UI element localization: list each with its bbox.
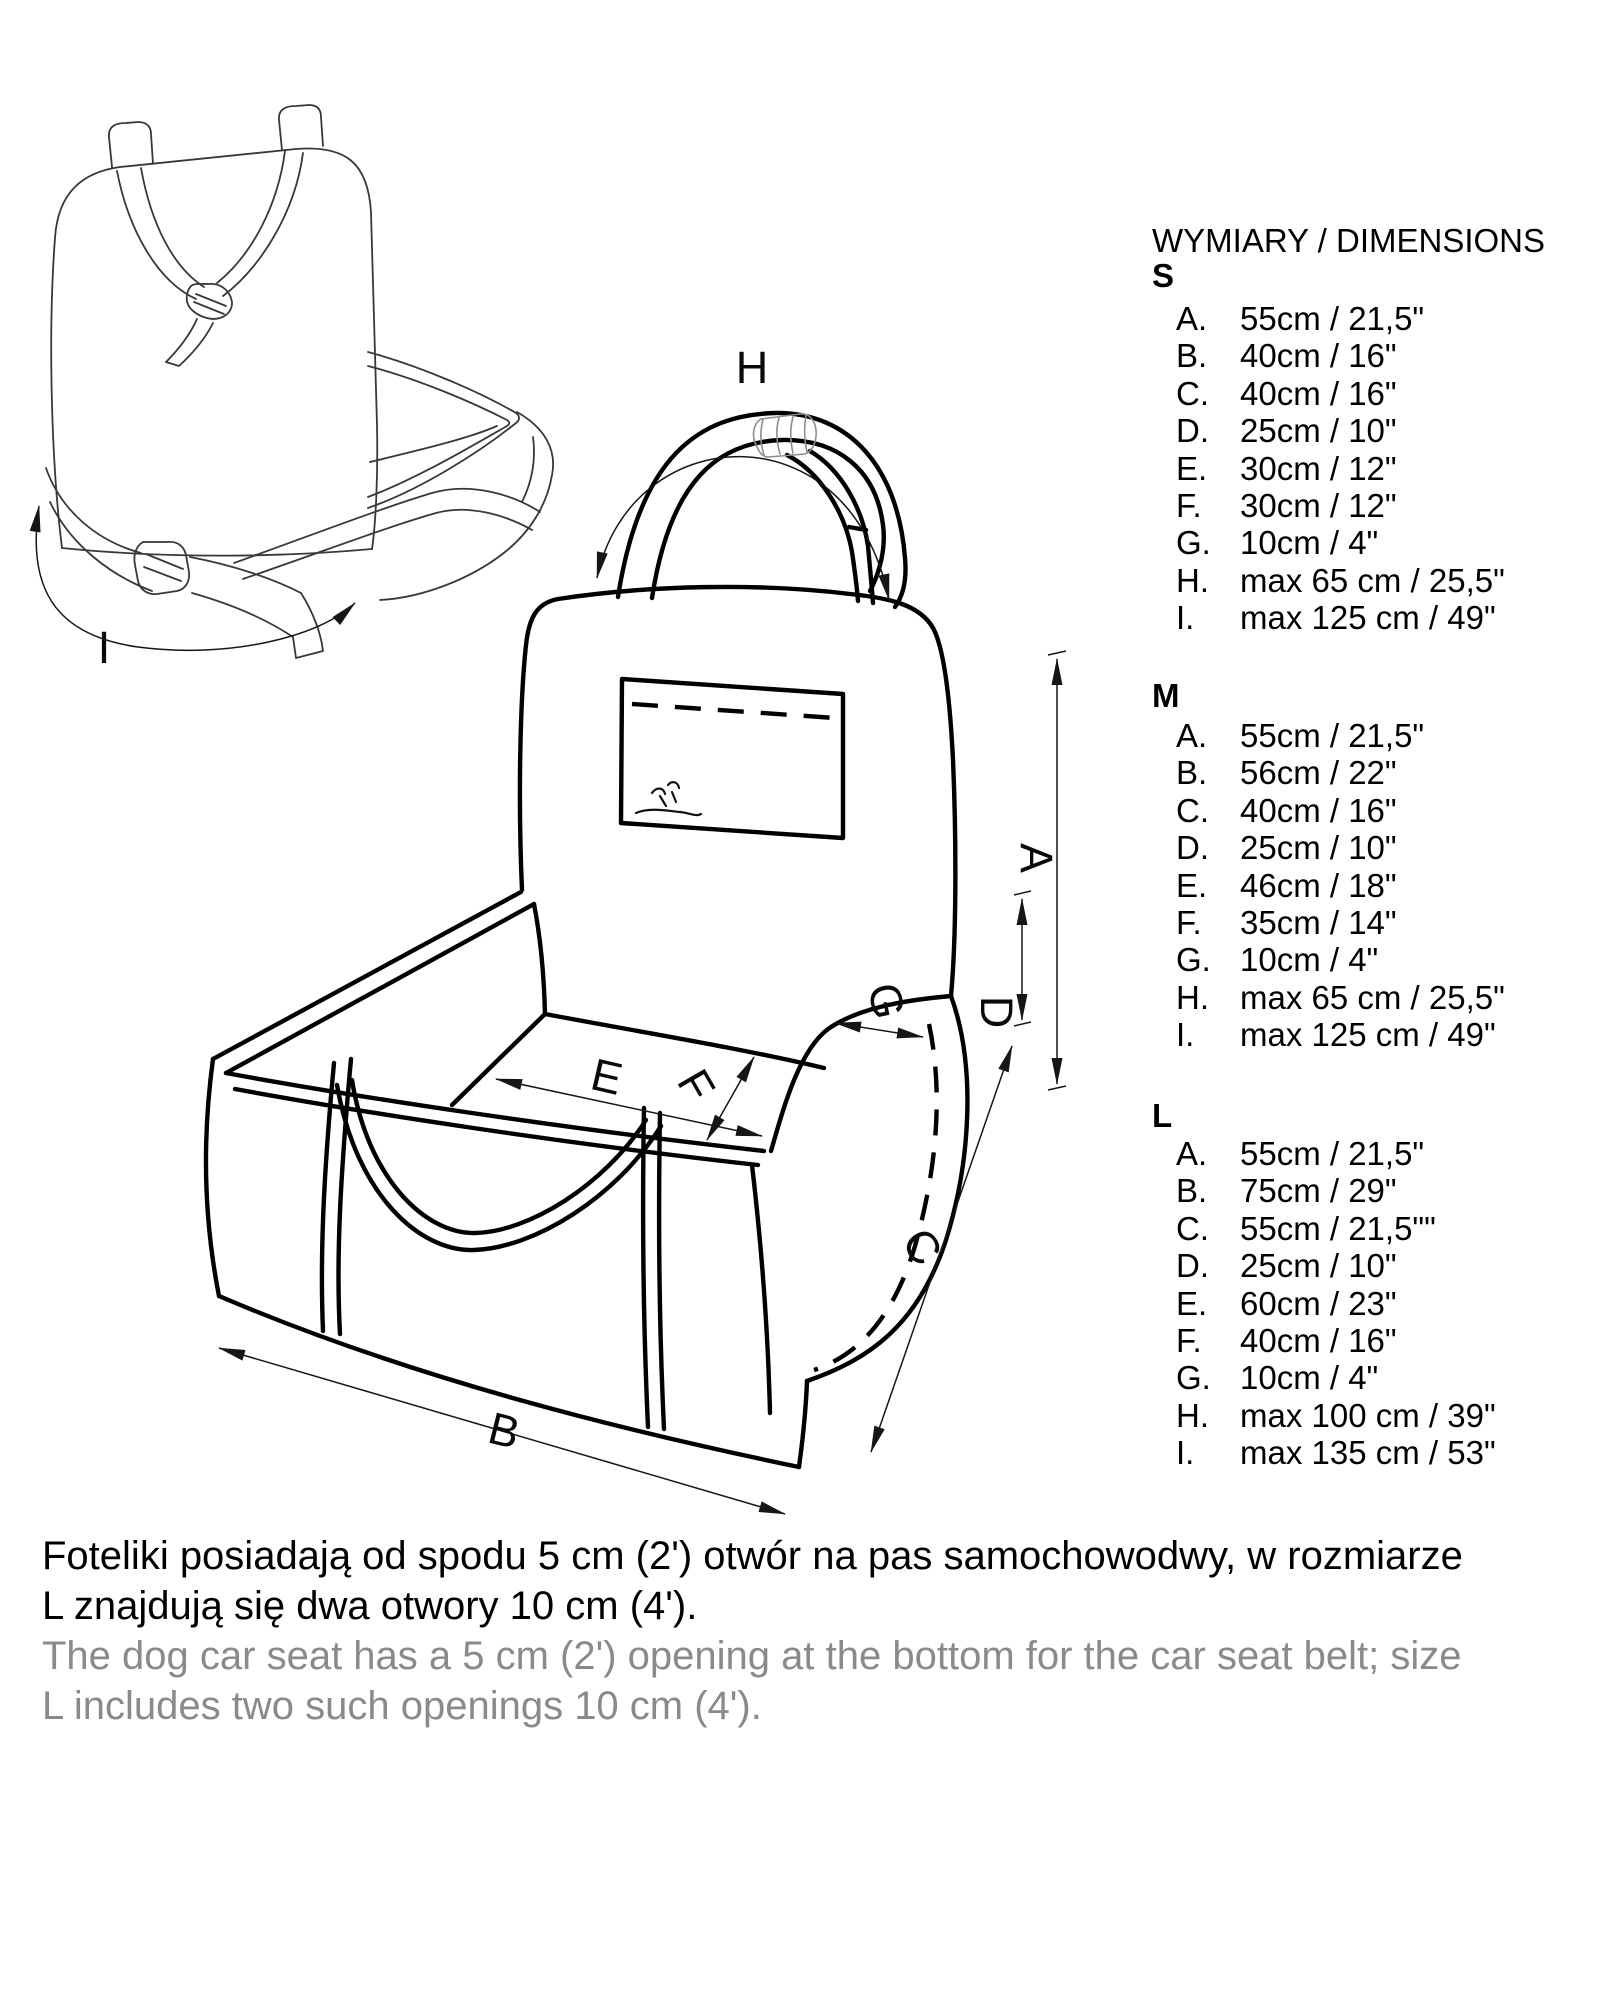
row-value: 40cm / 16" (1240, 337, 1397, 375)
carry-handle-loop-outer (337, 1085, 661, 1250)
row-value: max 65 cm / 25,5" (1240, 561, 1505, 599)
rear-back-panel (51, 148, 377, 549)
row-letter: G. (1176, 1359, 1211, 1397)
rear-bowl-cushion (370, 426, 497, 462)
row-letter: I. (1176, 1016, 1195, 1054)
row-letter: A. (1176, 1135, 1208, 1172)
dimension-row (1176, 1135, 1496, 1172)
row-letter: C. (1176, 791, 1209, 829)
footnote-en-line1: The dog car seat has a 5 cm (2') opening at the bottom for the car seat belt; size (42, 1634, 1462, 1678)
row-value: 10cm / 4" (1240, 524, 1379, 562)
row-letter: E. (1176, 1284, 1208, 1322)
dimension-lines (36, 457, 1066, 1514)
dimension-row (1176, 1016, 1505, 1053)
handle-inner (652, 440, 884, 598)
row-value: 56cm / 22" (1240, 754, 1397, 792)
dimension-row (1176, 829, 1505, 866)
backrest-outline (520, 587, 955, 996)
dimension-row (1176, 717, 1505, 754)
label-h: H (735, 342, 769, 393)
footnote-pl-line2: L znajdują się dwa otwory 10 cm (4'). (42, 1584, 698, 1628)
footnote-en-line2: L includes two such openings 10 cm (4'). (42, 1684, 762, 1728)
rear-belt-buckle-detail (144, 554, 183, 581)
row-value: 55cm / 21,5"" (1240, 1209, 1436, 1247)
row-value: 25cm / 10" (1240, 829, 1397, 867)
dimension-row (1176, 792, 1505, 829)
side-bolster-stitching (814, 1024, 937, 1370)
row-value: 40cm / 16" (1240, 374, 1397, 412)
row-letter: F. (1176, 486, 1202, 524)
size-header-m: M (1152, 677, 1180, 714)
size-l-rows (1176, 1135, 1496, 1472)
floor-left-edge (452, 1014, 545, 1105)
dimension-row (1176, 599, 1505, 636)
row-value: 46cm / 18" (1240, 866, 1397, 904)
dimension-row (1176, 1172, 1496, 1209)
rear-bowl-body (380, 412, 553, 600)
row-value: 30cm / 12" (1240, 486, 1397, 524)
row-value: 75cm / 29" (1240, 1172, 1397, 1210)
row-letter: G. (1176, 524, 1211, 562)
label-a: A (1011, 842, 1062, 874)
row-letter: A. (1176, 300, 1208, 337)
dimension-row (1176, 412, 1505, 449)
size-header-s: S (1152, 257, 1175, 294)
dimension-row (1176, 337, 1505, 374)
dimension-row (1176, 1285, 1496, 1322)
dimensions-panel-title: WYMIARY / DIMENSIONS (1152, 222, 1546, 259)
label-b: B (483, 1402, 525, 1459)
main-drawing (206, 413, 967, 1467)
dimension-row (1176, 1434, 1496, 1471)
dimension-row (1176, 375, 1505, 412)
rear-bowl-rim-inner (368, 366, 509, 497)
row-value: 30cm / 12" (1240, 449, 1397, 487)
row-value: 40cm / 16" (1240, 791, 1397, 829)
dimension-row (1176, 487, 1505, 524)
row-letter: D. (1176, 412, 1209, 450)
rear-view-drawing (46, 105, 553, 658)
dimension-row (1176, 941, 1505, 978)
backrest-inner-bottom-curve (534, 904, 545, 1014)
rear-bowl-rim-outer (368, 352, 519, 508)
dimension-row (1176, 1359, 1496, 1396)
row-letter: F. (1176, 1321, 1202, 1359)
pocket-stitching (632, 704, 835, 718)
footnote-pl-line1: Foteliki posiadają od spodu 5 cm (2') otwór na pas samochowodwy, w rozmiarze (42, 1534, 1463, 1578)
left-wall-outer-edge (206, 1059, 219, 1296)
row-value: 40cm / 16" (1240, 1321, 1397, 1359)
rear-harness-strap-right-inner (217, 151, 285, 283)
row-value: 10cm / 4" (1240, 941, 1379, 979)
brand-logo-scribble (636, 782, 701, 815)
row-letter: B. (1176, 337, 1208, 375)
floor-back-edge (545, 1014, 824, 1068)
row-letter: D. (1176, 829, 1209, 867)
label-f: F (667, 1060, 726, 1110)
label-d: D (971, 995, 1022, 1029)
row-letter: A. (1176, 717, 1208, 754)
row-letter: H. (1176, 978, 1209, 1016)
row-value: 55cm / 21,5" (1240, 717, 1425, 754)
row-value: max 125 cm / 49" (1240, 599, 1496, 637)
dimension-line-e (496, 1079, 762, 1136)
row-letter: I. (1176, 599, 1195, 637)
row-letter: C. (1176, 374, 1209, 412)
front-face-right-edge (799, 1381, 807, 1467)
label-i: I (97, 622, 111, 673)
dimension-row (1176, 1247, 1496, 1284)
row-letter: E. (1176, 866, 1208, 904)
dimension-line-g (835, 1023, 923, 1037)
dimension-row (1176, 867, 1505, 904)
dimension-row (1176, 979, 1505, 1016)
row-letter: C. (1176, 1209, 1209, 1247)
row-letter: G. (1176, 941, 1211, 979)
side-bolster-inner-edge (771, 996, 951, 1151)
row-letter: H. (1176, 561, 1209, 599)
label-e: E (586, 1048, 628, 1105)
row-value: max 100 cm / 39" (1240, 1396, 1496, 1434)
row-letter: F. (1176, 903, 1202, 941)
size-m-rows (1176, 717, 1505, 1054)
row-value: 10cm / 4" (1240, 1359, 1379, 1397)
row-value: 55cm / 21,5" (1240, 300, 1425, 337)
row-value: 25cm / 10" (1240, 412, 1397, 450)
rear-tab-right (279, 105, 323, 150)
side-bolster-outer-edge (807, 996, 967, 1381)
rear-harness-loose-end (166, 319, 213, 366)
row-letter: D. (1176, 1247, 1209, 1285)
rear-harness-strap-left-inner (141, 168, 204, 287)
row-letter: B. (1176, 1172, 1208, 1210)
rear-belt-lower-right (192, 593, 293, 637)
size-s-rows (1176, 300, 1505, 637)
dimension-row (1176, 562, 1505, 599)
rear-tab-left (109, 122, 153, 167)
row-letter: B. (1176, 754, 1208, 792)
left-wall-top-outer-edge (213, 892, 521, 1059)
dimension-row (1176, 524, 1505, 561)
row-value: 60cm / 23" (1240, 1284, 1397, 1322)
dimension-row (1176, 450, 1505, 487)
row-value: 55cm / 21,5" (1240, 1135, 1425, 1172)
size-header-l: L (1152, 1097, 1173, 1134)
handle-buckle (754, 414, 817, 457)
rear-belt-upper-right (190, 557, 301, 593)
label-c: C (892, 1218, 953, 1275)
footnote (42, 1531, 1463, 1731)
dimension-row (1176, 754, 1505, 791)
rear-harness-buckle-detail (194, 294, 226, 314)
row-value: max 125 cm / 49" (1240, 1016, 1496, 1054)
row-letter: I. (1176, 1434, 1195, 1472)
rear-bowl-crease (522, 437, 534, 502)
row-letter: E. (1176, 449, 1208, 487)
label-g: G (857, 978, 916, 1024)
row-value: max 65 cm / 25,5" (1240, 978, 1505, 1016)
dimension-row (1176, 1322, 1496, 1359)
row-value: max 135 cm / 53" (1240, 1434, 1496, 1472)
left-wall-top-inner-edge (226, 904, 534, 1073)
front-strap-right-b (659, 1113, 664, 1429)
front-strap-right-a (643, 1108, 648, 1427)
dimension-row (1176, 300, 1505, 337)
row-value: 35cm / 14" (1240, 903, 1397, 941)
dimension-row (1176, 1397, 1496, 1434)
rear-harness-strap-left-outer (117, 171, 196, 299)
row-letter: H. (1176, 1396, 1209, 1434)
dimension-row (1176, 1210, 1496, 1247)
front-wall-inner-right-edge (752, 1165, 770, 1413)
pocket-outline (621, 679, 843, 838)
dimension-row (1176, 904, 1505, 941)
row-value: 25cm / 10" (1240, 1247, 1397, 1285)
dimension-line-i (36, 506, 355, 650)
dimension-labels (98, 342, 1062, 1459)
